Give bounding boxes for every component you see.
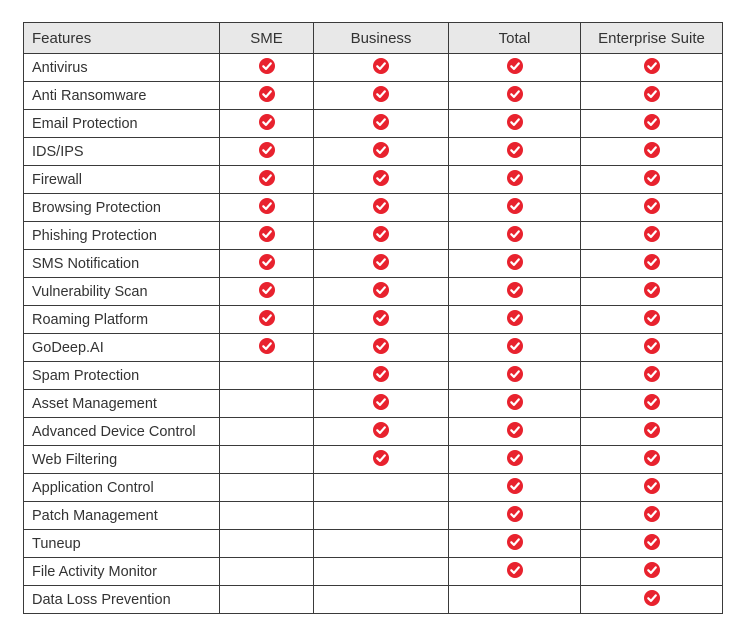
feature-name: Data Loss Prevention — [24, 586, 220, 614]
cell-business — [314, 82, 449, 110]
check-circle-icon — [507, 450, 523, 470]
check-circle-icon — [644, 394, 660, 414]
check-circle-icon — [259, 338, 275, 358]
check-circle-icon — [507, 534, 523, 554]
cell-enterprise — [581, 502, 723, 530]
table-row — [24, 110, 723, 138]
feature-name: SMS Notification — [24, 250, 220, 278]
feature-name: Vulnerability Scan — [24, 278, 220, 306]
table-row — [24, 586, 723, 614]
check-circle-icon — [644, 422, 660, 442]
header-row — [24, 23, 723, 54]
check-circle-icon — [373, 114, 389, 134]
check-circle-icon — [507, 142, 523, 162]
cell-total — [449, 474, 581, 502]
check-circle-icon — [373, 450, 389, 470]
table-row — [24, 222, 723, 250]
check-circle-icon — [507, 282, 523, 302]
cell-sme — [220, 138, 314, 166]
check-circle-icon — [259, 170, 275, 190]
feature-name: Web Filtering — [24, 446, 220, 474]
cell-business — [314, 138, 449, 166]
table-row — [24, 138, 723, 166]
feature-name: Firewall — [24, 166, 220, 194]
feature-name: Roaming Platform — [24, 306, 220, 334]
cell-enterprise — [581, 250, 723, 278]
cell-enterprise — [581, 278, 723, 306]
check-circle-icon — [373, 310, 389, 330]
cell-sme — [220, 194, 314, 222]
feature-name: Browsing Protection — [24, 194, 220, 222]
check-circle-icon — [373, 282, 389, 302]
cell-business — [314, 446, 449, 474]
cell-enterprise — [581, 110, 723, 138]
cell-sme — [220, 166, 314, 194]
cell-business — [314, 502, 449, 530]
check-circle-icon — [644, 226, 660, 246]
cell-total — [449, 502, 581, 530]
cell-total — [449, 278, 581, 306]
table-row — [24, 54, 723, 82]
check-circle-icon — [644, 142, 660, 162]
feature-comparison-table — [23, 22, 723, 614]
check-circle-icon — [507, 58, 523, 78]
cell-total — [449, 82, 581, 110]
cell-business — [314, 222, 449, 250]
check-circle-icon — [373, 422, 389, 442]
table-row — [24, 194, 723, 222]
check-circle-icon — [259, 254, 275, 274]
check-circle-icon — [373, 254, 389, 274]
cell-total — [449, 362, 581, 390]
table-row — [24, 390, 723, 418]
check-circle-icon — [644, 338, 660, 358]
check-circle-icon — [507, 366, 523, 386]
check-circle-icon — [644, 114, 660, 134]
cell-total — [449, 390, 581, 418]
cell-total — [449, 166, 581, 194]
cell-sme — [220, 530, 314, 558]
feature-name: Tuneup — [24, 530, 220, 558]
feature-name: GoDeep.AI — [24, 334, 220, 362]
table-row — [24, 362, 723, 390]
cell-sme — [220, 586, 314, 614]
cell-sme — [220, 362, 314, 390]
check-circle-icon — [373, 226, 389, 246]
cell-enterprise — [581, 446, 723, 474]
table-row — [24, 278, 723, 306]
cell-sme — [220, 502, 314, 530]
check-circle-icon — [644, 198, 660, 218]
cell-sme — [220, 446, 314, 474]
check-circle-icon — [644, 310, 660, 330]
cell-business — [314, 586, 449, 614]
cell-total — [449, 110, 581, 138]
cell-business — [314, 250, 449, 278]
cell-business — [314, 334, 449, 362]
feature-name: Email Protection — [24, 110, 220, 138]
feature-name: Phishing Protection — [24, 222, 220, 250]
table-row — [24, 166, 723, 194]
header-total: Total — [449, 23, 581, 54]
check-circle-icon — [373, 86, 389, 106]
cell-enterprise — [581, 334, 723, 362]
cell-total — [449, 558, 581, 586]
check-circle-icon — [507, 562, 523, 582]
table-row — [24, 250, 723, 278]
cell-enterprise — [581, 362, 723, 390]
cell-business — [314, 558, 449, 586]
check-circle-icon — [644, 450, 660, 470]
cell-business — [314, 418, 449, 446]
check-circle-icon — [644, 86, 660, 106]
check-circle-icon — [644, 506, 660, 526]
cell-sme — [220, 474, 314, 502]
cell-total — [449, 222, 581, 250]
check-circle-icon — [644, 534, 660, 554]
cell-business — [314, 362, 449, 390]
cell-total — [449, 586, 581, 614]
check-circle-icon — [644, 58, 660, 78]
cell-business — [314, 530, 449, 558]
cell-enterprise — [581, 82, 723, 110]
table-body — [24, 54, 723, 614]
check-circle-icon — [644, 254, 660, 274]
check-circle-icon — [507, 394, 523, 414]
check-circle-icon — [373, 198, 389, 218]
cell-enterprise — [581, 306, 723, 334]
cell-total — [449, 306, 581, 334]
check-circle-icon — [644, 170, 660, 190]
check-circle-icon — [507, 198, 523, 218]
cell-total — [449, 138, 581, 166]
cell-enterprise — [581, 530, 723, 558]
cell-sme — [220, 222, 314, 250]
cell-sme — [220, 334, 314, 362]
cell-sme — [220, 110, 314, 138]
cell-total — [449, 194, 581, 222]
check-circle-icon — [507, 170, 523, 190]
check-circle-icon — [644, 478, 660, 498]
check-circle-icon — [373, 394, 389, 414]
check-circle-icon — [373, 366, 389, 386]
cell-enterprise — [581, 586, 723, 614]
check-circle-icon — [644, 562, 660, 582]
header-sme: SME — [220, 23, 314, 54]
cell-enterprise — [581, 474, 723, 502]
feature-name: IDS/IPS — [24, 138, 220, 166]
table-row — [24, 446, 723, 474]
table-row — [24, 474, 723, 502]
cell-business — [314, 390, 449, 418]
cell-enterprise — [581, 194, 723, 222]
cell-enterprise — [581, 138, 723, 166]
cell-total — [449, 530, 581, 558]
check-circle-icon — [507, 506, 523, 526]
cell-enterprise — [581, 418, 723, 446]
table-row — [24, 334, 723, 362]
cell-sme — [220, 278, 314, 306]
table-row — [24, 306, 723, 334]
table-row — [24, 530, 723, 558]
cell-enterprise — [581, 390, 723, 418]
table-row — [24, 82, 723, 110]
cell-sme — [220, 250, 314, 278]
cell-total — [449, 54, 581, 82]
check-circle-icon — [373, 58, 389, 78]
cell-enterprise — [581, 558, 723, 586]
feature-name: File Activity Monitor — [24, 558, 220, 586]
cell-total — [449, 334, 581, 362]
cell-sme — [220, 82, 314, 110]
check-circle-icon — [259, 114, 275, 134]
cell-enterprise — [581, 166, 723, 194]
cell-business — [314, 110, 449, 138]
cell-total — [449, 418, 581, 446]
check-circle-icon — [507, 86, 523, 106]
check-circle-icon — [259, 226, 275, 246]
cell-sme — [220, 306, 314, 334]
cell-sme — [220, 418, 314, 446]
check-circle-icon — [507, 310, 523, 330]
check-circle-icon — [259, 86, 275, 106]
header-business: Business — [314, 23, 449, 54]
check-circle-icon — [259, 58, 275, 78]
check-circle-icon — [259, 310, 275, 330]
check-circle-icon — [507, 338, 523, 358]
check-circle-icon — [373, 142, 389, 162]
check-circle-icon — [259, 142, 275, 162]
feature-name: Spam Protection — [24, 362, 220, 390]
cell-business — [314, 194, 449, 222]
feature-name: Application Control — [24, 474, 220, 502]
check-circle-icon — [644, 282, 660, 302]
cell-sme — [220, 558, 314, 586]
cell-total — [449, 250, 581, 278]
header-enterprise-suite: Enterprise Suite — [581, 23, 723, 54]
header-features: Features — [24, 23, 220, 54]
cell-business — [314, 306, 449, 334]
feature-name: Asset Management — [24, 390, 220, 418]
check-circle-icon — [507, 422, 523, 442]
check-circle-icon — [644, 590, 660, 610]
cell-business — [314, 278, 449, 306]
table-row — [24, 558, 723, 586]
feature-name: Antivirus — [24, 54, 220, 82]
table-row — [24, 418, 723, 446]
cell-business — [314, 474, 449, 502]
feature-name: Anti Ransomware — [24, 82, 220, 110]
cell-total — [449, 446, 581, 474]
check-circle-icon — [507, 254, 523, 274]
feature-name: Advanced Device Control — [24, 418, 220, 446]
check-circle-icon — [507, 478, 523, 498]
check-circle-icon — [644, 366, 660, 386]
check-circle-icon — [259, 198, 275, 218]
check-circle-icon — [259, 282, 275, 302]
check-circle-icon — [373, 338, 389, 358]
cell-sme — [220, 390, 314, 418]
cell-enterprise — [581, 222, 723, 250]
cell-business — [314, 54, 449, 82]
check-circle-icon — [507, 226, 523, 246]
check-circle-icon — [507, 114, 523, 134]
feature-name: Patch Management — [24, 502, 220, 530]
cell-sme — [220, 54, 314, 82]
cell-enterprise — [581, 54, 723, 82]
table-row — [24, 502, 723, 530]
cell-business — [314, 166, 449, 194]
check-circle-icon — [373, 170, 389, 190]
